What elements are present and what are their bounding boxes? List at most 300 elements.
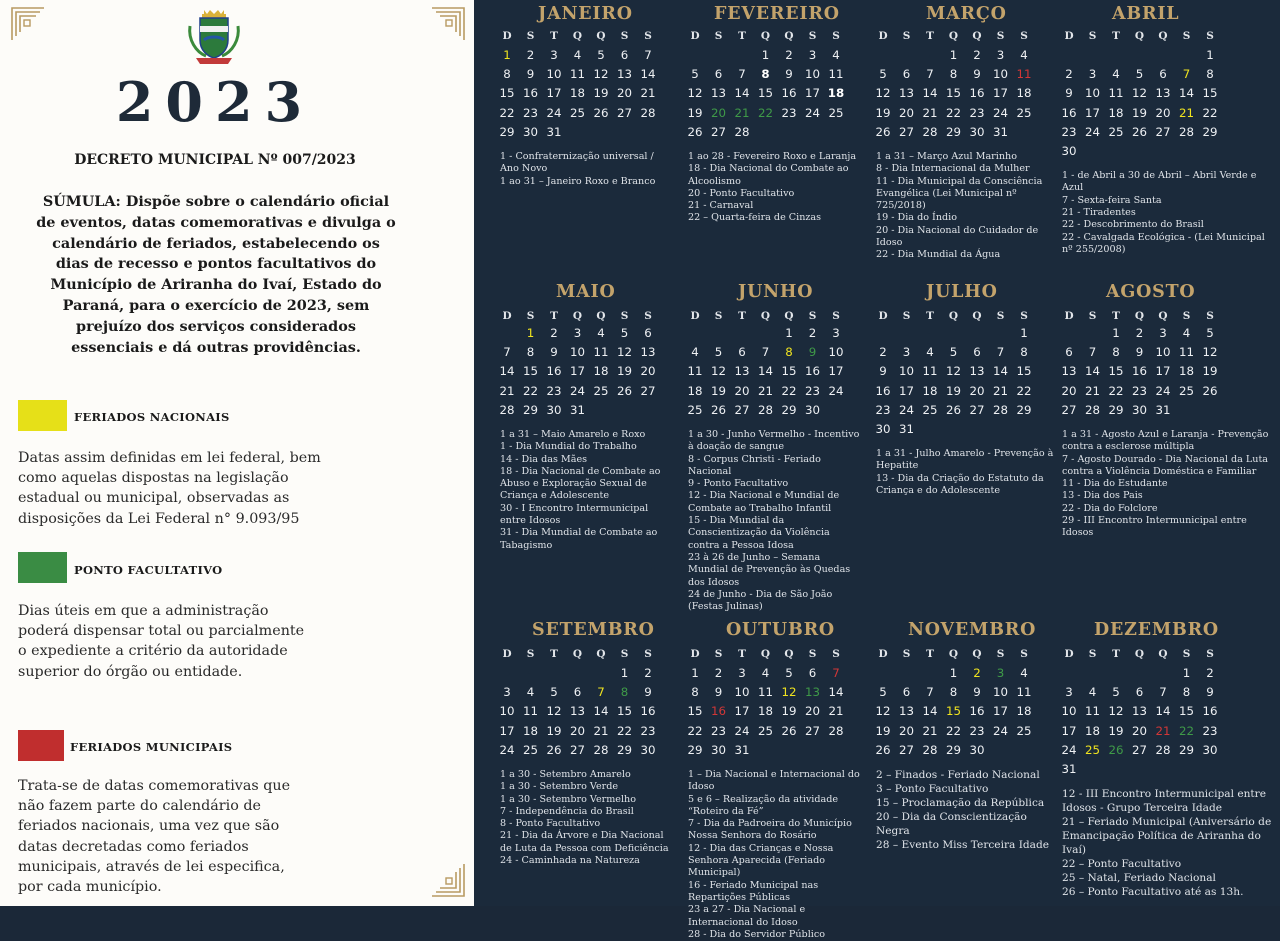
calendar-day: 7 xyxy=(1182,67,1191,82)
calendar-day: 7 xyxy=(1159,685,1167,700)
weekday-header: S xyxy=(1088,30,1097,42)
calendar-day: 27 xyxy=(569,742,585,757)
weekday-header: S xyxy=(620,30,629,42)
calendar-day: 18 xyxy=(922,383,938,398)
calendar-day: 11 xyxy=(1016,67,1032,82)
calendar-day: 15 xyxy=(945,86,961,101)
weekday-header: D xyxy=(690,30,700,42)
calendar-day: 17 xyxy=(992,704,1008,719)
calendar-day: 11 xyxy=(1084,704,1100,719)
calendar-day: 26 xyxy=(945,402,961,417)
calendar-day: 26 xyxy=(875,124,891,139)
calendar-day: 12 xyxy=(593,67,609,82)
ornament-corner-icon xyxy=(430,6,466,42)
weekday-header: Q xyxy=(1134,30,1145,42)
calendar-day: 20 xyxy=(1155,105,1171,120)
legend-text: Datas assim definidas em lei federal, bem como aquelas dispostas na legislação estadual ou municipal, observadas as disposições da Lei Federal n° 9.093/95 xyxy=(18,450,321,527)
calendar-day: 8 xyxy=(1112,345,1120,360)
calendar-day: 1 xyxy=(761,48,770,62)
calendar-day: 11 xyxy=(922,364,938,379)
calendar-day: 26 xyxy=(593,105,609,120)
calendar-day: 24 xyxy=(898,402,914,417)
month-notes: 1 a 31 – Março Azul Marinho 8 - Dia Internacional da Mulher 11 - Dia Municipal da Consciência Evangélica (Lei Municipal nº 725/2018) 19 - Dia do Índio 20 - Dia Nacional do Cuidador de Idoso 22 - Dia Mundial da Água xyxy=(876,151,1043,261)
calendar-day: 26 xyxy=(710,402,726,417)
calendar-day: 24 xyxy=(804,105,820,120)
calendar-day: 6 xyxy=(1065,345,1073,360)
calendar-day: 16 xyxy=(1131,364,1147,379)
calendar-day: 26 xyxy=(616,383,632,398)
calendar-day: 7 xyxy=(503,345,511,360)
calendar-day: 6 xyxy=(808,666,817,680)
calendar-day: 5 xyxy=(949,345,958,360)
weekday-header: S xyxy=(1020,30,1028,42)
calendar-day: 17 xyxy=(546,86,562,101)
calendar-day: 25 xyxy=(1016,723,1032,738)
weekday-header: T xyxy=(926,310,934,322)
ornament-corner-icon xyxy=(10,6,46,42)
calendar-day: 9 xyxy=(714,685,723,700)
calendar-day: 31 xyxy=(1155,402,1171,417)
calendar-day: 20 xyxy=(734,383,750,398)
month-notes: 2 – Finados - Feriado Nacional 3 – Ponto Facultativo 15 – Proclamação da República 20 – Dia da Conscientização Negra 28 – Evento Miss Terceira Idade xyxy=(876,769,1050,851)
calendar-day: 15 xyxy=(616,704,632,719)
calendar-day: 3 xyxy=(1159,326,1167,340)
calendar-day: 9 xyxy=(644,685,652,700)
calendar-day: 28 xyxy=(640,105,656,120)
calendar-day: 11 xyxy=(569,67,585,82)
calendar-day: 17 xyxy=(499,723,515,738)
calendar-day: 18 xyxy=(757,704,773,719)
calendar-day: 13 xyxy=(710,86,726,101)
calendar-day: 4 xyxy=(526,685,535,700)
calendar-day: 30 xyxy=(1202,742,1218,757)
calendar-day: 28 xyxy=(499,402,515,417)
calendar-day: 29 xyxy=(1016,402,1032,417)
calendar-day: 8 xyxy=(761,67,770,82)
calendar-day: 14 xyxy=(1178,86,1194,101)
calendar-day: 24 xyxy=(1155,383,1171,398)
calendar-day: 10 xyxy=(992,67,1008,82)
month-notes: 1 - Confraternização universal / Ano Novo 1 ao 31 – Janeiro Roxo e Branco xyxy=(500,151,656,187)
calendar-day: 5 xyxy=(597,48,605,62)
weekday-header: S xyxy=(832,30,840,42)
calendar-day: 24 xyxy=(1061,742,1077,757)
calendar-day: 1 xyxy=(1112,326,1120,340)
calendar-day: 13 xyxy=(969,364,985,379)
calendar-day: 4 xyxy=(1020,666,1028,680)
calendar-day: 2 xyxy=(1206,666,1214,680)
weekday-header: T xyxy=(738,648,746,660)
calendar-day: 21 xyxy=(640,86,656,101)
calendar-day: 12 xyxy=(710,364,726,379)
calendar-day: 3 xyxy=(503,685,511,700)
calendar-day: 6 xyxy=(714,67,723,82)
weekday-header: T xyxy=(1112,648,1120,660)
weekday-header: S xyxy=(1088,648,1097,660)
weekday-header: Q xyxy=(760,648,771,660)
weekday-header: S xyxy=(644,310,652,322)
calendar-day: 11 xyxy=(1108,86,1124,101)
calendar-day: 17 xyxy=(1155,364,1171,379)
calendar-day: 24 xyxy=(569,383,585,398)
calendar-day: 30 xyxy=(1061,144,1077,158)
calendar-day: 5 xyxy=(550,685,558,700)
calendar-day: 27 xyxy=(1155,124,1171,139)
calendar-day: 20 xyxy=(898,105,914,120)
calendar-day: 2 xyxy=(550,326,558,340)
calendar-day: 21 xyxy=(1084,383,1100,398)
legend-text: Trata-se de datas comemorativas que não fazem parte do calendário de feriados nacionais, uma vez que são datas decretadas como feriados municipais, através de lei especifica, por cada município. xyxy=(18,778,291,896)
calendar-day: 7 xyxy=(1088,345,1097,360)
calendar-day: 30 xyxy=(1131,402,1147,417)
weekday-header: Q xyxy=(948,648,959,660)
calendar-panel xyxy=(474,0,1280,940)
calendar-day: 22 xyxy=(1016,383,1032,398)
calendar-day: 9 xyxy=(879,364,887,379)
calendar-day: 28 xyxy=(922,124,938,139)
calendar-day: 14 xyxy=(992,364,1008,379)
weekday-header: Q xyxy=(572,30,583,42)
calendar-day: 19 xyxy=(781,704,797,719)
calendar-day: 5 xyxy=(879,685,887,700)
weekday-header: T xyxy=(738,310,746,322)
calendar-day: 25 xyxy=(828,105,844,120)
calendar-day: 27 xyxy=(1131,742,1147,757)
weekday-header: S xyxy=(526,310,535,322)
calendar-day: 23 xyxy=(640,723,656,738)
weekday-header: Q xyxy=(972,310,982,322)
calendar-day: 31 xyxy=(569,402,585,417)
calendar-day: 14 xyxy=(922,86,938,101)
calendar-day: 7 xyxy=(926,685,934,700)
calendar-day: 12 xyxy=(781,685,797,700)
weekday-header: S xyxy=(1020,648,1028,660)
calendar-day: 29 xyxy=(945,742,961,757)
calendar-day: 9 xyxy=(1065,86,1073,101)
calendar-day: 27 xyxy=(804,723,820,738)
calendar-day: 11 xyxy=(828,67,844,82)
weekday-header: S xyxy=(1206,310,1214,322)
calendar-day: 23 xyxy=(804,383,820,398)
calendar-day: 19 xyxy=(945,383,961,398)
calendar-day: 21 xyxy=(499,383,515,398)
calendar-day: 15 xyxy=(1016,364,1032,379)
calendar-day: 25 xyxy=(757,723,773,738)
calendar-day: 10 xyxy=(992,685,1008,700)
calendar-day: 23 xyxy=(546,383,562,398)
calendar-day: 25 xyxy=(922,402,938,417)
calendar-day: 25 xyxy=(1084,742,1100,757)
calendar-day: 27 xyxy=(1061,402,1077,417)
calendar-day: 31 xyxy=(992,124,1008,139)
calendar-day: 8 xyxy=(1206,67,1214,82)
calendar-day: 3 xyxy=(1088,67,1097,82)
month-title: ABRIL xyxy=(1112,4,1180,24)
calendar-day: 21 xyxy=(922,723,938,738)
calendar-day: 29 xyxy=(1108,402,1124,417)
calendar-day: 27 xyxy=(898,742,914,757)
calendar-day: 18 xyxy=(827,86,845,101)
weekday-header: Q xyxy=(972,648,982,660)
weekday-header: S xyxy=(996,30,1005,42)
calendar-day: 19 xyxy=(546,723,562,738)
month-title: DEZEMBRO xyxy=(1094,620,1219,640)
calendar-day: 7 xyxy=(832,666,840,680)
calendar-day: 20 xyxy=(569,723,585,738)
calendar-day: 18 xyxy=(1084,723,1100,738)
calendar-day: 31 xyxy=(546,124,562,139)
calendar-day: 11 xyxy=(1016,685,1032,700)
calendar-day: 5 xyxy=(620,326,629,340)
calendar-day: 12 xyxy=(1131,86,1147,101)
weekday-header: D xyxy=(878,648,888,660)
calendar-day: 28 xyxy=(922,742,938,757)
weekday-header: Q xyxy=(760,310,771,322)
calendar-day: 20 xyxy=(1061,383,1077,398)
calendar-day: 14 xyxy=(640,67,656,82)
month-notes: 1 a 31 - Agosto Azul e Laranja - Prevenção contra a esclerose múltipla 7 - Agosto Dourado - Dia Nacional da Luta contra a Violência Doméstica e Familiar 11 - Dia do Estudante 13 - Dia dos Pais 22 - Dia do Folclore 29 - III Encontro Intermunicipal entre Idosos xyxy=(1062,429,1269,539)
calendar-day: 22 xyxy=(687,723,703,738)
calendar-day: 22 xyxy=(1202,105,1218,120)
calendar-day: 20 xyxy=(710,105,726,120)
calendar-day: 5 xyxy=(691,67,699,82)
calendar-day: 9 xyxy=(1135,345,1144,360)
legend-title: FERIADOS MUNICIPAIS xyxy=(70,740,233,754)
calendar-day: 1 xyxy=(503,48,511,62)
weekday-header: Q xyxy=(784,648,794,660)
calendar-day: 28 xyxy=(734,124,750,139)
calendar-day: 21 xyxy=(757,383,773,398)
weekday-header: S xyxy=(902,30,911,42)
calendar-day: 10 xyxy=(499,704,515,719)
weekday-header: Q xyxy=(1158,310,1168,322)
calendar-day: 7 xyxy=(761,345,770,360)
calendar-day: 9 xyxy=(973,685,981,700)
calendar-day: 11 xyxy=(522,704,538,719)
calendar-day: 26 xyxy=(1108,742,1124,757)
calendar-day: 14 xyxy=(1084,364,1100,379)
calendar-day: 17 xyxy=(569,364,585,379)
calendar-day: 25 xyxy=(593,383,609,398)
weekday-header: Q xyxy=(596,310,606,322)
calendar-day: 10 xyxy=(898,364,914,379)
calendar-day: 16 xyxy=(640,704,656,719)
calendar-day: 16 xyxy=(875,383,891,398)
weekday-header: Q xyxy=(596,648,606,660)
weekday-header: Q xyxy=(948,30,959,42)
calendar-day: 13 xyxy=(1061,364,1077,379)
calendar-day: 5 xyxy=(1135,67,1144,82)
calendar-day: 1 xyxy=(785,326,793,340)
weekday-header: S xyxy=(1206,648,1214,660)
calendar-day: 9 xyxy=(550,345,558,360)
calendar-day: 14 xyxy=(593,704,609,719)
calendar-day: 14 xyxy=(757,364,773,379)
calendar-day: 10 xyxy=(546,67,562,82)
calendar-day: 5 xyxy=(879,67,887,82)
calendar-day: 19 xyxy=(687,105,703,120)
legend-text: Dias úteis em que a administração poderá dispensar total ou parcialmente o expediente a critério da autoridade superior do órgão ou entidade. xyxy=(18,603,305,680)
legend-swatch-yellow xyxy=(18,400,67,431)
calendar-day: 16 xyxy=(804,364,820,379)
calendar-day: 30 xyxy=(969,124,985,139)
weekday-header: S xyxy=(526,648,535,660)
calendar-day: 18 xyxy=(522,723,538,738)
month-title: SETEMBRO xyxy=(532,620,655,640)
calendar-day: 24 xyxy=(734,723,750,738)
weekday-header: S xyxy=(808,30,817,42)
calendar-day: 21 xyxy=(922,105,938,120)
weekday-header: S xyxy=(832,648,840,660)
calendar-day: 8 xyxy=(1020,345,1028,360)
calendar-day: 22 xyxy=(522,383,538,398)
calendar-day: 6 xyxy=(973,345,981,360)
calendar-day: 2 xyxy=(973,666,981,680)
weekday-header: Q xyxy=(1134,648,1145,660)
calendar-day: 1 xyxy=(620,666,629,680)
weekday-header: D xyxy=(878,310,888,322)
calendar-day: 9 xyxy=(785,67,793,82)
calendar-day: 2 xyxy=(1065,67,1073,82)
calendar-day: 6 xyxy=(644,326,652,340)
calendar-day: 10 xyxy=(1061,704,1077,719)
month-notes: 1 - de Abril a 30 de Abril – Abril Verde e Azul 7 - Sexta-feira Santa 21 - Tiradentes 22 - Descobrimento do Brasil 22 - Cavalgada Ecológica - (Lei Municipal nº 255/2008) xyxy=(1062,170,1265,255)
calendar-day: 15 xyxy=(687,704,703,719)
calendar-day: 10 xyxy=(828,345,844,360)
weekday-header: S xyxy=(808,648,817,660)
calendar-day: 30 xyxy=(969,742,985,757)
calendar-day: 3 xyxy=(996,48,1005,62)
calendar-day: 23 xyxy=(1131,383,1147,398)
calendar-day: 20 xyxy=(804,704,820,719)
calendar-day: 8 xyxy=(526,345,535,360)
weekday-header: Q xyxy=(596,30,606,42)
weekday-header: S xyxy=(714,30,723,42)
weekday-header: D xyxy=(1064,648,1074,660)
calendar-day: 19 xyxy=(875,105,891,120)
calendar-day: 14 xyxy=(828,685,844,700)
month-title: MAIO xyxy=(556,282,616,302)
calendar-day: 21 xyxy=(734,105,750,120)
calendar-day: 24 xyxy=(546,105,562,120)
calendar-day: 26 xyxy=(875,742,891,757)
calendar-day: 4 xyxy=(1088,685,1097,700)
calendar-day: 2 xyxy=(785,48,793,62)
calendar-day: 27 xyxy=(898,124,914,139)
calendar-day: 28 xyxy=(1178,124,1194,139)
calendar-day: 8 xyxy=(691,685,699,700)
year-title: 2023 xyxy=(115,70,315,134)
calendar-day: 26 xyxy=(546,742,562,757)
calendar-day: 19 xyxy=(1202,364,1218,379)
calendar-day: 2 xyxy=(973,48,981,62)
calendar-day: 24 xyxy=(828,383,844,398)
calendar-day: 6 xyxy=(738,345,746,360)
calendar-day: 28 xyxy=(1155,742,1171,757)
calendar-day: 1 xyxy=(1020,326,1028,340)
calendar-day: 5 xyxy=(714,345,723,360)
calendar-day: 27 xyxy=(734,402,750,417)
weekday-header: D xyxy=(690,648,700,660)
calendar-day: 2 xyxy=(644,666,652,680)
calendar-day: 29 xyxy=(945,124,961,139)
calendar-day: 12 xyxy=(687,86,703,101)
calendar-day: 13 xyxy=(616,67,632,82)
calendar-day: 10 xyxy=(804,67,820,82)
calendar-day: 3 xyxy=(573,326,582,340)
weekday-header: S xyxy=(1182,30,1191,42)
calendar-day: 23 xyxy=(781,105,797,120)
calendar-day: 15 xyxy=(945,704,961,719)
decree-number: DECRETO MUNICIPAL Nº 007/2023 xyxy=(74,152,356,168)
calendar-day: 15 xyxy=(1202,86,1218,101)
calendar-day: 23 xyxy=(875,402,891,417)
calendar-day: 23 xyxy=(1061,124,1077,139)
weekday-header: S xyxy=(832,310,840,322)
calendar-day: 21 xyxy=(1178,105,1194,120)
calendar-day: 17 xyxy=(992,86,1008,101)
calendar-day: 6 xyxy=(573,685,582,700)
calendar-day: 4 xyxy=(1182,326,1191,340)
legend-swatch-red xyxy=(18,730,64,761)
calendar-day: 20 xyxy=(616,86,632,101)
month-notes: 1 a 30 - Junho Vermelho - Incentivo à doação de sangue 8 - Corpus Christi - Feriado Nacional 9 - Ponto Facultativo 12 - Dia Nacional e Mundial de Combate ao Trabalho Infantil 15 - Dia Mundial da Conscientização da Violência contra a Pessoa Idosa 23 à 26 de Junho – Semana Mundial de Prevenção às Quedas dos Idosos 24 de Junho - Dia de São João (Festas Julinas) xyxy=(688,429,860,613)
calendar-day: 21 xyxy=(992,383,1008,398)
calendar-day: 15 xyxy=(781,364,797,379)
calendar-day: 21 xyxy=(1155,723,1171,738)
calendar-day: 10 xyxy=(1155,345,1171,360)
weekday-header: S xyxy=(1182,648,1191,660)
calendar-day: 19 xyxy=(593,86,609,101)
weekday-header: Q xyxy=(972,30,982,42)
calendar-day: 16 xyxy=(781,86,797,101)
calendar-day: 6 xyxy=(620,48,629,62)
calendar-day: 13 xyxy=(898,86,914,101)
calendar-day: 17 xyxy=(1084,105,1100,120)
calendar-day: 4 xyxy=(691,345,699,360)
calendar-day: 4 xyxy=(1020,48,1028,62)
calendar-day: 7 xyxy=(644,48,652,62)
calendar-day: 7 xyxy=(926,67,934,82)
calendar-day: 5 xyxy=(785,666,793,680)
weekday-header: T xyxy=(1112,310,1120,322)
calendar-day: 22 xyxy=(1178,723,1194,738)
calendar-day: 30 xyxy=(640,742,656,757)
calendar-day: 7 xyxy=(996,345,1005,360)
weekday-header: D xyxy=(1064,310,1074,322)
calendar-day: 28 xyxy=(992,402,1008,417)
calendar-day: 13 xyxy=(898,704,914,719)
month-notes: 1 a 31 – Maio Amarelo e Roxo 1 - Dia Mundial do Trabalho 14 - Dia das Mães 18 - Dia Nacional de Combate ao Abuso e Exploração Sexual de Criança e Adolescente 30 - I Encontro Intermunicipal entre Idosos 31 - Dia Mundial de Combate ao Tabagismo xyxy=(500,429,661,551)
calendar-day: 12 xyxy=(546,704,562,719)
calendar-day: 31 xyxy=(734,742,750,757)
calendar-day: 1 xyxy=(526,326,535,340)
calendar-day: 16 xyxy=(1202,704,1218,719)
municipal-crest-icon xyxy=(182,6,246,70)
month-title: JULHO xyxy=(926,282,998,302)
weekday-header: D xyxy=(502,310,512,322)
weekday-header: S xyxy=(714,310,723,322)
weekday-header: S xyxy=(526,30,535,42)
calendar-day: 10 xyxy=(569,345,585,360)
calendar-day: 10 xyxy=(734,685,750,700)
calendar-day: 30 xyxy=(875,422,891,436)
calendar-day: 13 xyxy=(804,685,820,700)
calendar-day: 15 xyxy=(757,86,773,101)
calendar-day: 2 xyxy=(526,48,535,62)
calendar-day: 8 xyxy=(1182,685,1191,700)
month-notes: 12 - III Encontro Intermunicipal entre Idosos - Grupo Terceira Idade 21 – Feriado Municipal (Aniversário de Emancipação Política de Ariranha do Ivaí) 22 – Ponto Facultativo 25 – Natal, Feriado Nacional 26 – Ponto Facultativo até as 13h. xyxy=(1062,788,1272,898)
